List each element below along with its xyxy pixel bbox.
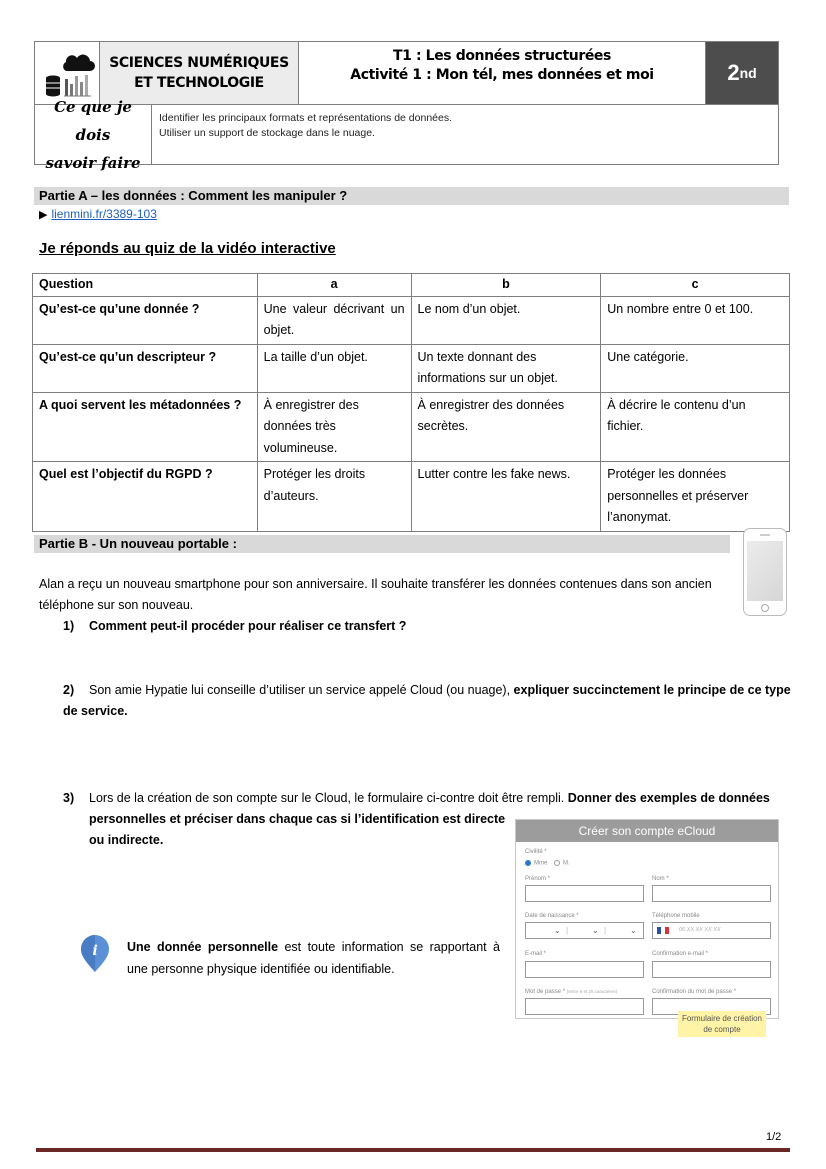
quiz-heading: Je réponds au quiz de la vidéo interactive xyxy=(39,240,336,257)
form-title: Créer son compte eCloud xyxy=(516,820,778,842)
header-b: b xyxy=(411,274,601,297)
question-cell: Quel est l’objectif du RGPD ? xyxy=(33,462,258,532)
answer-c[interactable]: À décrire le contenu d’un fichier. xyxy=(601,392,790,462)
email-confirm-field[interactable] xyxy=(652,961,771,978)
radio-m[interactable] xyxy=(554,860,560,866)
question-3: 3) Lors de la création de son compte sur le Cloud, le formulaire ci-contre doit être rempli. Donner des exemples de données xyxy=(63,791,770,805)
answer-c[interactable]: Une catégorie. xyxy=(601,344,790,392)
question-cell: Qu’est-ce qu’un descripteur ? xyxy=(33,344,258,392)
table-row xyxy=(33,462,790,532)
savoir-faire-label: Ce que je dois savoir faire xyxy=(35,105,152,164)
video-link[interactable]: lienmini.fr/3389-103 xyxy=(51,207,157,221)
tel-placeholder: 06 XX XX XX XX xyxy=(679,927,721,933)
quiz-table xyxy=(32,273,790,532)
footer-rule xyxy=(36,1148,790,1152)
nom-label: Nom * xyxy=(652,876,669,882)
header-a: a xyxy=(257,274,411,297)
svg-text:i: i xyxy=(92,943,98,959)
email-label: E-mail * xyxy=(525,951,547,957)
email-field[interactable] xyxy=(525,961,644,978)
table-header-row xyxy=(33,274,790,297)
password-label: Mot de passe * (entre 8 et 25 caractères) xyxy=(525,989,618,995)
civilite-label: Civilité * xyxy=(525,849,547,855)
answer-b[interactable]: À enregistrer des données secrètes. xyxy=(411,392,601,462)
question-2: 2) Son amie Hypatie lui conseille d’utiliser un service appelé Cloud (ou nuage), expliquer succinctement le principe de ce type de service. xyxy=(63,683,791,718)
prenom-label: Prénom * xyxy=(525,876,551,882)
header-question: Question xyxy=(33,274,258,297)
answer-b[interactable]: Lutter contre les fake news. xyxy=(411,462,601,532)
header-table xyxy=(34,41,779,172)
table-row xyxy=(33,296,790,344)
intro-paragraph: Alan a reçu un nouveau smartphone pour son anniversaire. Il souhaite transférer les données contenues dans son ancien téléphone sur son nouveau. xyxy=(39,577,712,612)
telephone-field[interactable] xyxy=(652,922,771,939)
subject-title: SCIENCES NUMÉRIQUES ET TECHNOLOGIE xyxy=(100,42,299,104)
level-badge: 2 nd xyxy=(706,42,778,104)
info-icon xyxy=(80,935,110,973)
answer-c[interactable]: Un nombre entre 0 et 100. xyxy=(601,296,790,344)
smartphone-icon xyxy=(743,528,787,616)
play-icon: ▶ xyxy=(39,208,48,221)
question-cell: Qu’est-ce qu’une donnée ? xyxy=(33,296,258,344)
header-c: c xyxy=(601,274,790,297)
civilite-options: Mme M. xyxy=(525,860,570,867)
section-a-title: Partie A – les données : Comment les manipuler ? xyxy=(34,187,789,205)
section-b-title: Partie B - Un nouveau portable : xyxy=(34,535,730,553)
nom-field[interactable] xyxy=(652,885,771,902)
objectives: Identifier les principaux formats et représentations de données. Utiliser un support de stockage dans le nuage. xyxy=(159,112,453,139)
info-definition: Une donnée personnelle est toute information se rapportant à une personne physique identifiée ou identifiable. xyxy=(127,940,500,976)
question-1: 1) Comment peut-il procéder pour réaliser ce transfert ? xyxy=(63,619,407,633)
radio-mme[interactable] xyxy=(525,860,531,866)
video-link-line xyxy=(39,207,157,221)
answer-a[interactable]: Une valeur décrivant un objet. xyxy=(257,296,411,344)
prenom-field[interactable] xyxy=(525,885,644,902)
password-confirm-label: Confirmation du mot de passe * xyxy=(652,989,737,995)
answer-a[interactable]: La taille d’un objet. xyxy=(257,344,411,392)
answer-b[interactable]: Le nom d’un objet. xyxy=(411,296,601,344)
answer-a[interactable]: À enregistrer des données très volumineuse. xyxy=(257,392,411,462)
birthdate-selects[interactable]: ⌄ | ⌄ | ⌄ xyxy=(525,922,644,939)
table-row xyxy=(33,392,790,462)
table-row xyxy=(33,344,790,392)
password-field[interactable] xyxy=(525,998,644,1015)
page-number: 1/2 xyxy=(766,1131,782,1143)
question-cell: A quoi servent les métadonnées ? xyxy=(33,392,258,462)
question-3-cont: personnelles et préciser dans chaque cas si l’identification est directe ou indirecte. xyxy=(89,812,506,847)
account-form-image xyxy=(515,819,779,1019)
telephone-label: Téléphone mobile xyxy=(652,913,700,919)
naissance-label: Date de naissance * xyxy=(525,913,579,919)
answer-b[interactable]: Un texte donnant des informations sur un objet. xyxy=(411,344,601,392)
answer-a[interactable]: Protéger les droits d’auteurs. xyxy=(257,462,411,532)
activity-title: T1 : Les données structurées Activité 1 : Mon tél, mes données et moi xyxy=(299,42,706,104)
logo xyxy=(35,42,100,104)
cloud-database-icon xyxy=(35,42,100,105)
answer-c[interactable]: Protéger les données personnelles et préserver l’anonymat. xyxy=(601,462,790,532)
form-caption: Formulaire de création de compte xyxy=(678,1011,766,1037)
email-confirm-label: Confirmation e-mail * xyxy=(652,951,709,957)
